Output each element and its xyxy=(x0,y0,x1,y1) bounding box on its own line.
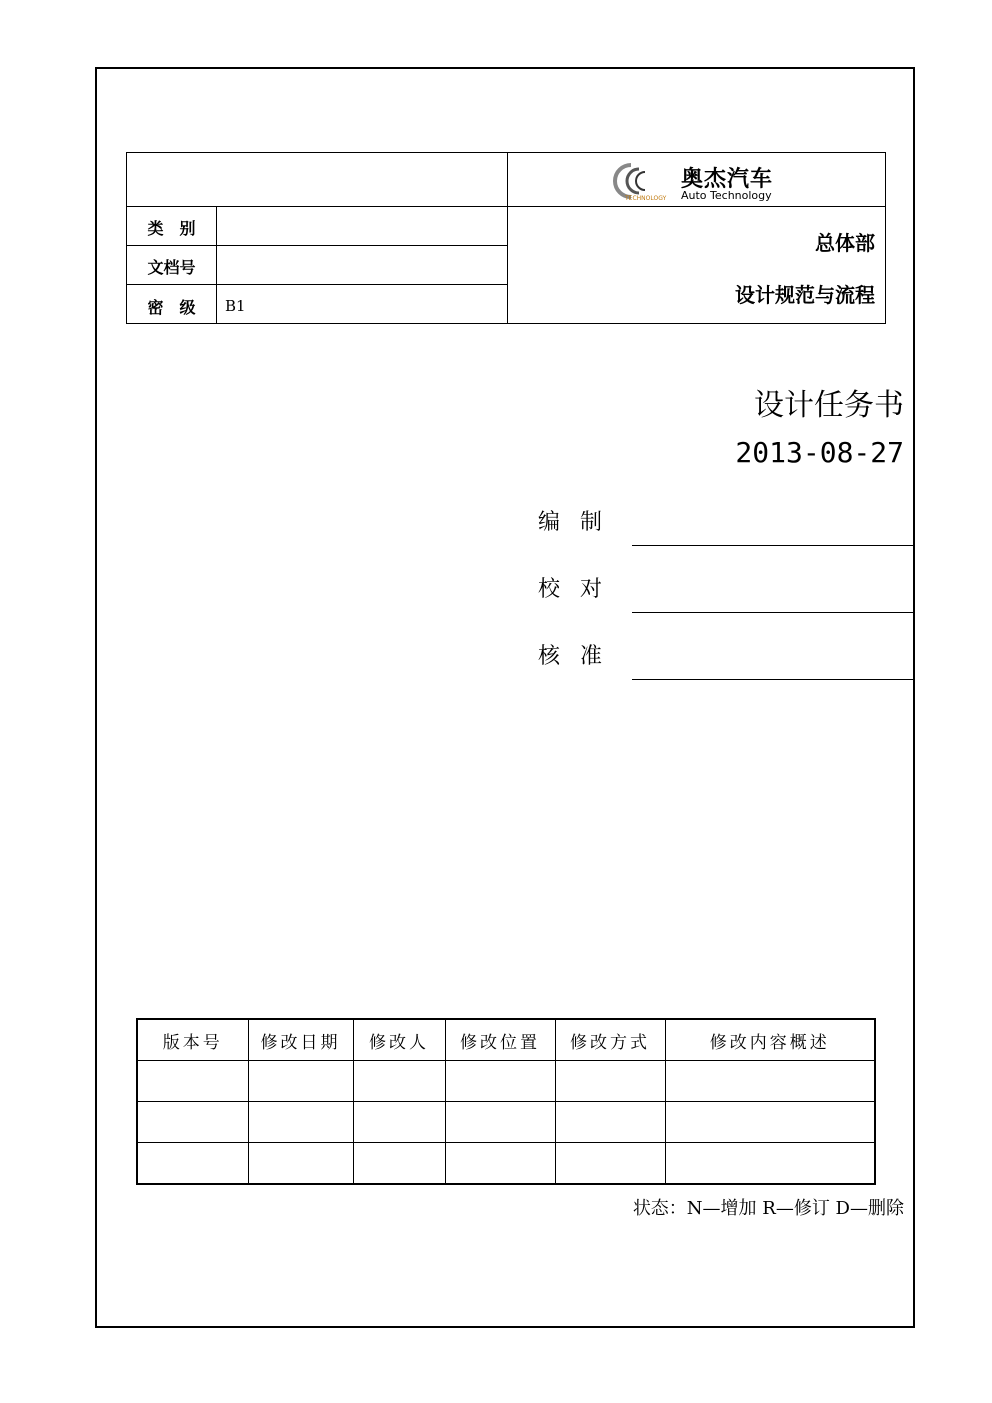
table-cell[interactable] xyxy=(665,1061,875,1102)
department-name: 总体部 xyxy=(815,231,875,255)
status-legend: 状态：N—增加 R—修订 D—删除 xyxy=(632,1198,904,1219)
table-cell[interactable] xyxy=(665,1143,875,1185)
column-header-method: 修改方式 xyxy=(555,1019,665,1061)
signature-label-review: 校对 xyxy=(538,577,623,602)
table-cell[interactable] xyxy=(665,1102,875,1143)
table-cell[interactable] xyxy=(353,1061,445,1102)
table-cell[interactable] xyxy=(555,1061,665,1102)
column-header-date: 修改日期 xyxy=(248,1019,353,1061)
table-cell[interactable] xyxy=(137,1102,248,1143)
table-row xyxy=(137,1061,875,1102)
table-row xyxy=(137,1143,875,1185)
security-level-value: B1 xyxy=(225,297,246,315)
document-title: 设计任务书 xyxy=(754,388,904,423)
table-cell[interactable] xyxy=(248,1061,353,1102)
logo-mark-text: TECHNOLOGY xyxy=(625,195,667,202)
logo-name-cn: 奥杰汽车 xyxy=(681,167,774,192)
category-label: 类 别 xyxy=(147,219,196,238)
table-cell[interactable] xyxy=(555,1102,665,1143)
revision-table xyxy=(136,1018,876,1185)
signature-line-compile[interactable] xyxy=(632,545,914,546)
table-cell[interactable] xyxy=(445,1061,555,1102)
table-cell[interactable] xyxy=(445,1102,555,1143)
company-logo xyxy=(609,159,789,203)
table-row xyxy=(137,1102,875,1143)
document-header xyxy=(126,152,886,324)
table-cell[interactable] xyxy=(555,1143,665,1185)
column-header-modifier: 修改人 xyxy=(353,1019,445,1061)
signature-label-compile: 编制 xyxy=(538,510,623,535)
table-cell[interactable] xyxy=(137,1143,248,1185)
doc-number-label: 文档号 xyxy=(147,258,196,277)
table-cell[interactable] xyxy=(248,1143,353,1185)
document-date: 2013-08-27 xyxy=(735,436,904,469)
logo-name-en: Auto Technology xyxy=(681,189,772,202)
signature-line-approve[interactable] xyxy=(632,679,914,680)
signature-label-approve: 核准 xyxy=(538,644,623,669)
security-level-label: 密 级 xyxy=(147,298,196,317)
column-header-version: 版本号 xyxy=(137,1019,248,1061)
table-cell[interactable] xyxy=(248,1102,353,1143)
revision-table-header xyxy=(137,1019,875,1061)
signature-line-review[interactable] xyxy=(632,612,914,613)
table-cell[interactable] xyxy=(445,1143,555,1185)
column-header-location: 修改位置 xyxy=(445,1019,555,1061)
column-header-summary: 修改内容概述 xyxy=(665,1019,875,1061)
table-cell[interactable] xyxy=(137,1061,248,1102)
table-cell[interactable] xyxy=(353,1102,445,1143)
category-name: 设计规范与流程 xyxy=(735,283,875,307)
table-cell[interactable] xyxy=(353,1143,445,1185)
